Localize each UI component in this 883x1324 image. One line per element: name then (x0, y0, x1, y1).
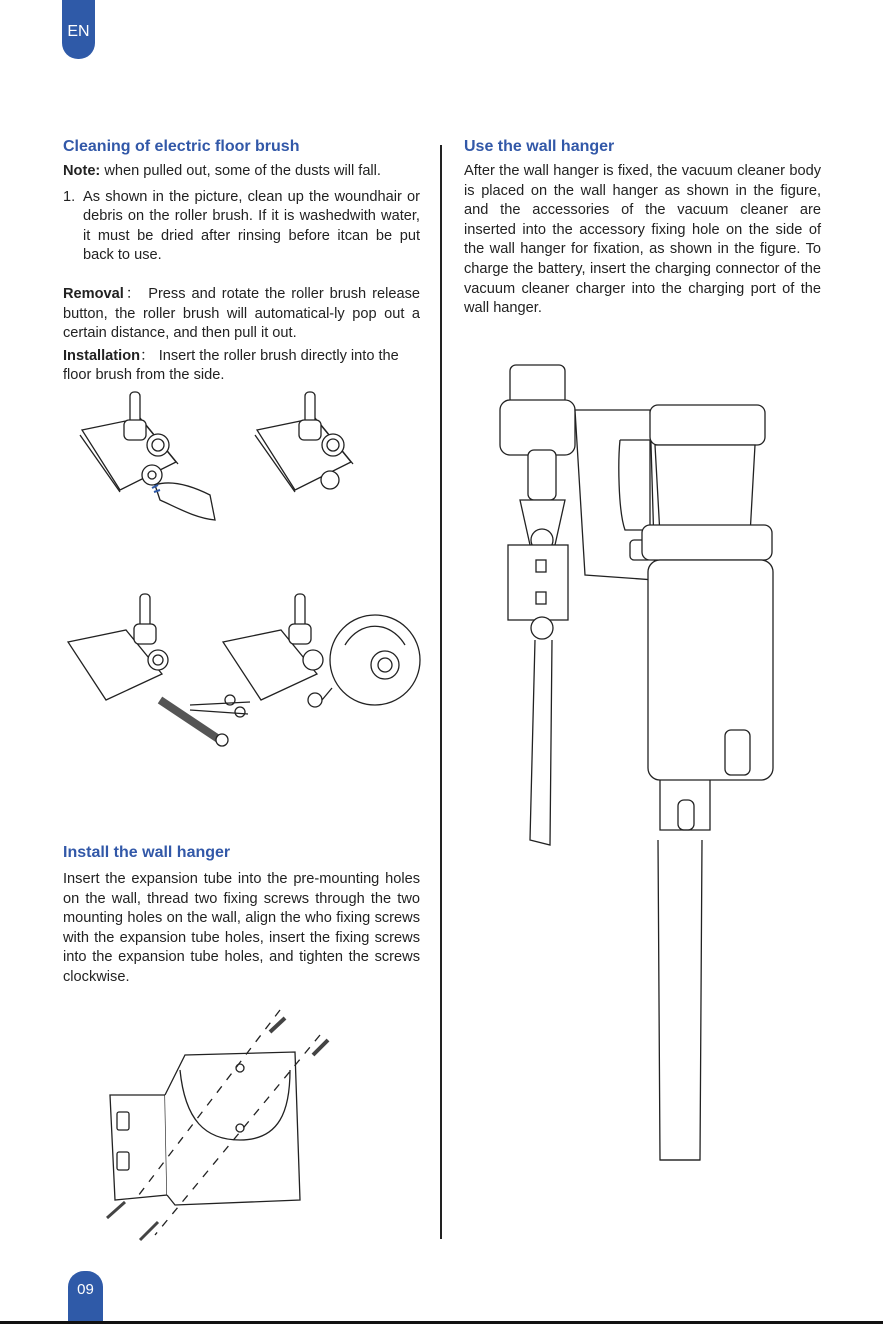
installation-paragraph (63, 347, 420, 386)
scissors-icon (190, 695, 250, 717)
removal-sep: ： (123, 285, 143, 302)
column-divider (440, 145, 442, 1239)
step-text: As shown in the picture, clean up the woundhair or debris on the roller brush. If it is washedwith water, it must be dried after rinsing before itcan be put back to use. (83, 188, 420, 264)
cleaning-step-1 (63, 188, 420, 266)
install-hanger-text: Insert the expansion tube into the pre-mounting holes on the wall, thread two fixing screws through the two mounting holes on the wall, align the who fixing screws with the expansion tube holes, insert the fixing screws into the expansion tube holes, and tighten the screws clockwise. (63, 871, 420, 985)
vacuum-body (642, 405, 773, 830)
page-number-tab (68, 1271, 103, 1324)
accessory-tool (500, 365, 575, 845)
removal-paragraph (63, 285, 420, 344)
install-hanger-title: Install the wall hanger (63, 844, 231, 861)
installation-text: Insert the roller brush directly into the floor brush from the side. (63, 347, 399, 384)
floor-brush-left (80, 392, 178, 492)
wall-hanger-mounting-illustration (95, 1000, 345, 1250)
floor-brush-closed (223, 594, 323, 707)
wall-hanger-body (110, 1052, 300, 1205)
use-hanger-text: After the wall hanger is fixed, the vacuum cleaner body is placed on the wall hanger as shown in the figure, and the accessories of the vacuum cleaner are inserted into the accessory fixing hole on the side of the wall hanger for fixation, as shown in the figure. To charge the battery, insert the charging connector of the vacuum cleaner charger into the charging port of the wall hanger. (464, 163, 821, 317)
removal-text: Press and rotate the roller brush release button, the roller brush will automatical-ly pop out a certain distance, and then pull it out. (63, 285, 420, 342)
language-label: EN (67, 22, 90, 40)
cleaning-title: Cleaning of electric floor brush (63, 138, 300, 155)
language-tab (62, 0, 95, 59)
floor-brush-open (68, 594, 168, 700)
roller-brush (160, 700, 228, 746)
screw-icon (107, 1202, 158, 1240)
roller-brush-installation-illustration (60, 590, 425, 755)
note-text: when pulled out, some of the dusts will fall. (100, 163, 381, 179)
step-number: 1. (63, 188, 76, 205)
use-hanger-section (464, 137, 821, 319)
removal-label: Removal (63, 285, 124, 302)
installation-label: Installation (63, 347, 141, 364)
vacuum-on-wall-hanger-illustration (490, 360, 790, 1165)
floor-brush-right (255, 392, 353, 492)
install-hanger-section (63, 843, 420, 988)
zoom-detail-circle (322, 615, 420, 705)
floor-brush-removal-illustration (60, 390, 360, 525)
installation-sep: ： (140, 347, 155, 364)
note-paragraph (63, 162, 420, 182)
cleaning-section (63, 137, 420, 386)
page-number: 09 (77, 1281, 94, 1298)
vacuum-tube (658, 840, 702, 1160)
note-label: Note: (63, 163, 101, 179)
use-hanger-title: Use the wall hanger (464, 138, 615, 155)
pressing-hand (152, 483, 215, 520)
